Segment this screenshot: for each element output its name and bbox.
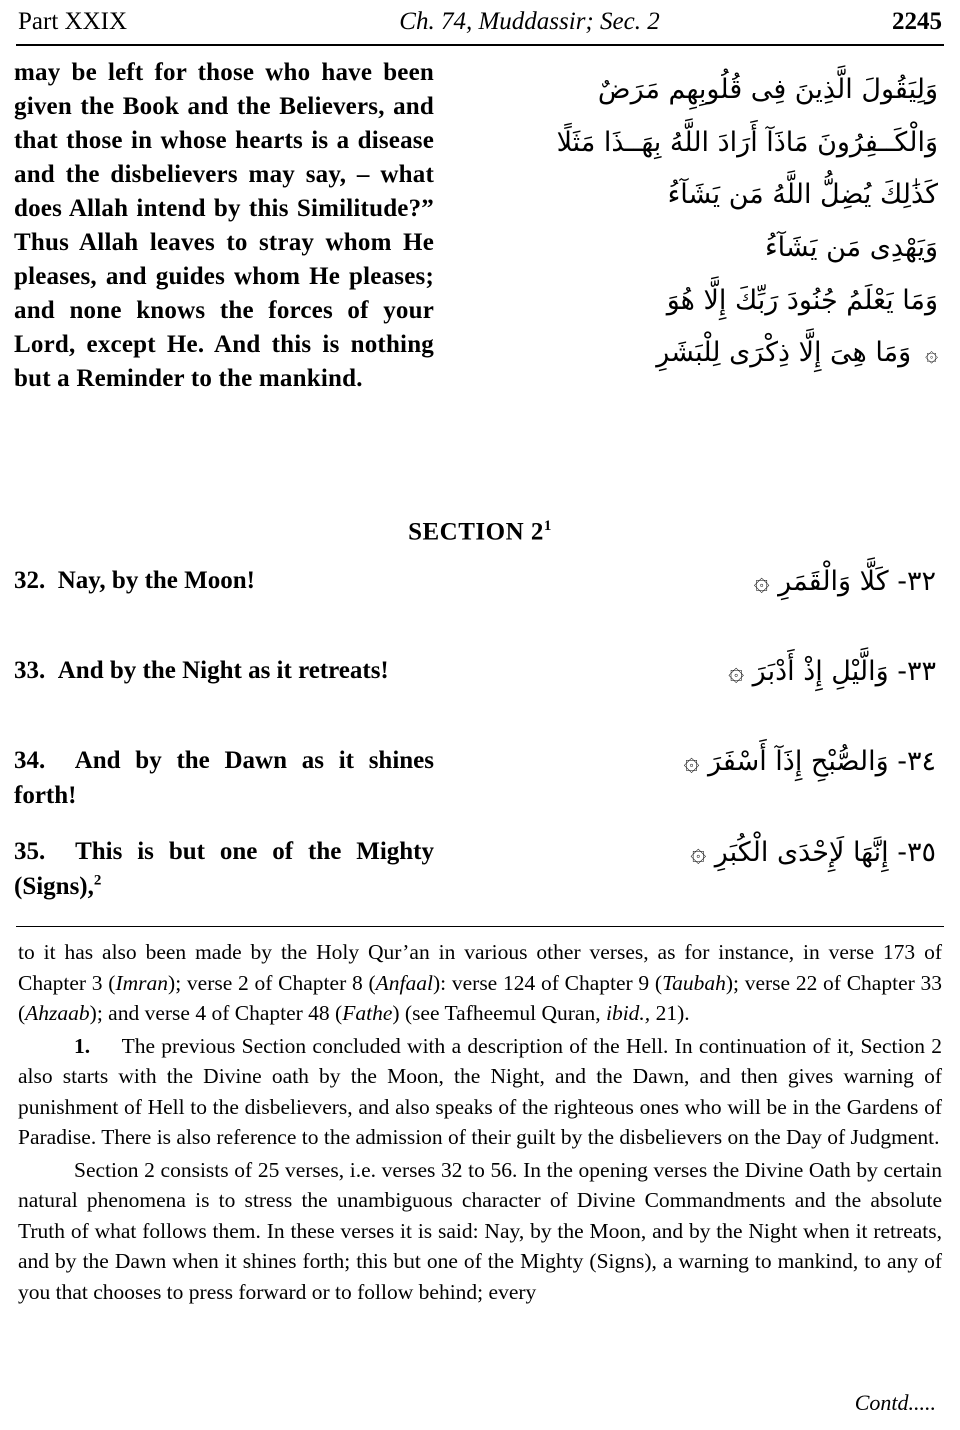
verse-english — [14, 835, 434, 904]
verse-english-text: Nay, by the Moon! — [57, 567, 255, 595]
verse-arabic: ٣٢- كَلَّا وَالْقَمَرِ ۞ — [753, 566, 936, 598]
arabic-line: وَلِيَقُولَ الَّذِينَ فِى قُلُوبِهِم مَرَضٌ — [597, 74, 938, 105]
commentary-paragraph: Section 2 consists of 25 verses, i.e. verses 32 to 56. In the opening verses the Divine Oath by certain natural phenomena is to stress the unambiguous character of Divine Commandments and the absolute Truth of what follows them. In these verses it is said: Nay, by the Moon, and by the Night when it retreats, and by the Dawn when it shines forth; this but one of the Mighty (Signs), a warning to mankind, to any of you that chooses to press forward or to follow behind; every — [18, 1157, 942, 1304]
page-header — [14, 0, 946, 40]
arabic-line: وَالْكَــفِرُونَ مَاذَآ أَرَادَ اللَّهُ بِهَــذَا مَثَلًا — [556, 126, 938, 158]
commentary-paragraph: to it has also been made by the Holy Qur’an in various other verses, as for instance, in verse 173 of Chapter 3 (Imran); verse 2 of Chapter 8 (Anfaal): verse 124 of Chapter 9 (Taubah); verse 22 of Chapter 33 (Ahzaab); and verse 4 of Chapter 48 (Fathe) (see Tafheemul Quran, ibid., 21). — [18, 940, 943, 1026]
verse-english-text: This is but one of the Mighty (Signs), — [14, 838, 435, 900]
commentary-paragraph: 1. The previous Section concluded with a description of the Hell. In continuation of it, Section 2 also starts with the Divine oath by the Moon, the Night, and the Dawn, and then gives warning of punishment of Hell to the disbelievers, and also speaks of the righteous ones who will be in the Gardens of Paradise. There is also reference to the admission of their guilt by the disbelievers on the Day of Judgment. — [18, 1033, 942, 1150]
verse-arabic: ٣٣- وَالَّيْلِ إِذْ أَدْبَرَ ۞ — [728, 656, 936, 688]
verse-footnote-marker: 2 — [93, 872, 102, 889]
verse-number: 35. — [14, 838, 46, 866]
verse-number: 33. — [14, 657, 46, 685]
arabic-end-mark: ۞ — [925, 342, 938, 368]
verse-english — [14, 744, 434, 813]
verse-row — [14, 564, 946, 632]
verse-arabic: ٣٤- وَالصُّبْحِ إِذَآ أَسْفَرَ ۞ — [683, 746, 936, 778]
header-part-label: Part XXIX — [18, 8, 128, 35]
verse-number: 34. — [14, 747, 46, 775]
translation-text: may be left for those who have been given the Book and the Believers, and that those in whose hearts is a disease and the disbelievers may say, – what does Allah intend by this Similitude?” Thus Allah leaves to stray whom He pleases, and guides whom He pleases; and none knows the forces of your Lord, except He. And this is nothing but a Reminder to the mankind. — [14, 59, 434, 392]
continued-label: Contd..... — [854, 1390, 936, 1415]
verse-number: 32. — [14, 567, 46, 595]
arabic-verse-block — [468, 64, 938, 380]
verse-row — [14, 835, 946, 904]
arabic-line-text: وَمَا هِىَ إِلَّا ذِكْرَى لِلْبَشَرِ — [656, 337, 912, 369]
verse-list — [14, 564, 946, 904]
section-heading-label: SECTION 2 — [408, 518, 544, 546]
section-heading — [14, 518, 946, 546]
arabic-line-final — [468, 327, 938, 380]
commentary-block — [14, 937, 946, 1307]
translation-area — [14, 56, 946, 496]
verse-row — [14, 744, 946, 813]
arabic-line: وَمَا يَعْلَمُ جُنُودَ رَبِّكَ إِلَّا هُوَ — [666, 284, 938, 316]
arabic-line: وَيَهْدِى مَن يَشَآءُ — [764, 231, 938, 263]
verse-english-text: And by the Night as it retreats! — [57, 657, 389, 685]
header-chapter-label: Ch. 74, Muddassir; Sec. 2 — [399, 8, 660, 35]
verse-arabic: ٣٥- إِنَّهَا لَإِحْدَى الْكُبَرِ ۞ — [690, 837, 936, 869]
section-heading-footnote-marker: 1 — [543, 518, 552, 534]
header-divider — [16, 44, 944, 46]
page-number: 2245 — [891, 8, 942, 35]
footnote-divider — [16, 926, 944, 927]
verse-english-text: And by the Dawn as it shines forth! — [14, 747, 435, 809]
verse-row — [14, 654, 946, 722]
verse-english — [14, 564, 434, 599]
verse-english — [14, 654, 434, 689]
arabic-line: كَذَٰلِكَ يُضِلُّ اللَّهُ مَن يَشَآءُ — [667, 179, 938, 211]
